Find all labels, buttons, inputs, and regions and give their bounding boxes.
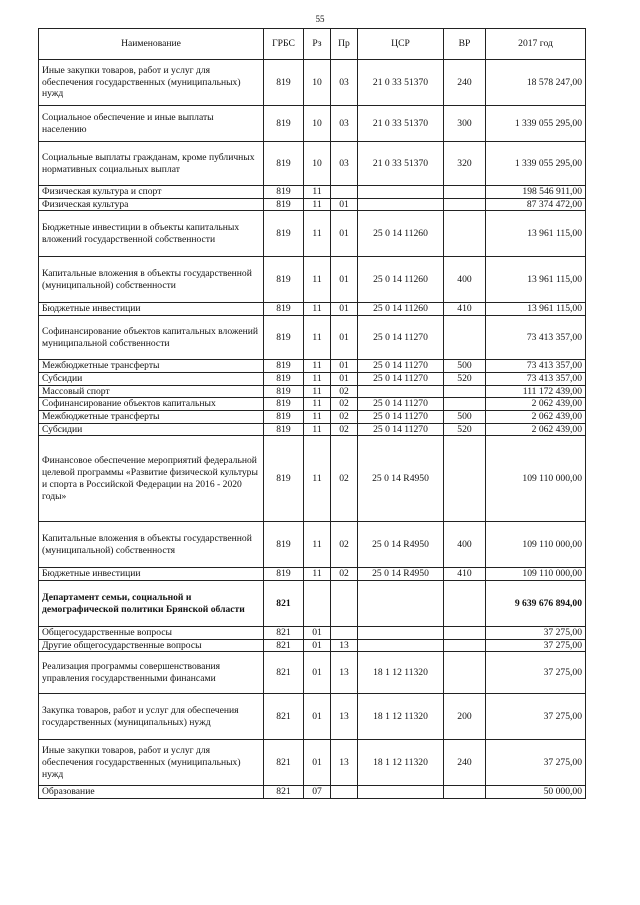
cell-rz: 11 — [304, 360, 331, 373]
table-row — [39, 211, 586, 257]
cell-csr: 25 0 14 11260 — [358, 303, 444, 316]
cell-amount: 9 639 676 894,00 — [486, 581, 586, 627]
table-row — [39, 316, 586, 360]
cell-name: Департамент семьи, социальной и демографической политики Брянской области — [39, 581, 264, 627]
cell-csr: 25 0 14 11270 — [358, 398, 444, 411]
cell-name: Финансовое обеспечение мероприятий федеральной целевой программы «Развитие физической культуры и спорта в Российской Федерации на 2016 - 2020 годы» — [39, 436, 264, 522]
cell-vr — [444, 316, 486, 360]
cell-pr: 03 — [331, 60, 358, 106]
cell-pr: 02 — [331, 436, 358, 522]
table-row — [39, 257, 586, 303]
cell-rz: 01 — [304, 627, 331, 640]
cell-name: Массовый спорт — [39, 385, 264, 398]
cell-rz: 10 — [304, 60, 331, 106]
cell-amount: 111 172 439,00 — [486, 385, 586, 398]
cell-vr — [444, 385, 486, 398]
cell-vr — [444, 186, 486, 199]
cell-vr: 500 — [444, 360, 486, 373]
cell-csr: 25 0 14 R4950 — [358, 522, 444, 568]
cell-csr: 21 0 33 51370 — [358, 106, 444, 142]
cell-rz: 11 — [304, 568, 331, 581]
table-row — [39, 106, 586, 142]
cell-grbs: 821 — [264, 740, 304, 786]
cell-amount: 37 275,00 — [486, 694, 586, 740]
cell-pr: 13 — [331, 652, 358, 694]
cell-rz: 11 — [304, 398, 331, 411]
table-row — [39, 740, 586, 786]
cell-vr — [444, 436, 486, 522]
cell-pr: 01 — [331, 198, 358, 211]
cell-csr: 25 0 14 R4950 — [358, 436, 444, 522]
cell-grbs: 819 — [264, 211, 304, 257]
table-row — [39, 385, 586, 398]
cell-pr: 03 — [331, 106, 358, 142]
cell-name: Социальное обеспечение и иные выплаты населению — [39, 106, 264, 142]
cell-grbs: 821 — [264, 652, 304, 694]
table-row — [39, 423, 586, 436]
cell-pr: 02 — [331, 568, 358, 581]
cell-amount: 13 961 115,00 — [486, 211, 586, 257]
cell-amount: 198 546 911,00 — [486, 186, 586, 199]
cell-amount: 18 578 247,00 — [486, 60, 586, 106]
cell-amount: 2 062 439,00 — [486, 423, 586, 436]
cell-pr: 02 — [331, 385, 358, 398]
cell-pr: 02 — [331, 522, 358, 568]
cell-rz: 11 — [304, 423, 331, 436]
cell-vr: 520 — [444, 423, 486, 436]
cell-name: Социальные выплаты гражданам, кроме публичных нормативных социальных выплат — [39, 142, 264, 186]
cell-pr: 01 — [331, 360, 358, 373]
cell-csr: 25 0 14 R4950 — [358, 568, 444, 581]
table-row — [39, 581, 586, 627]
cell-rz: 11 — [304, 316, 331, 360]
cell-rz: 01 — [304, 652, 331, 694]
table-row — [39, 60, 586, 106]
cell-csr: 25 0 14 11270 — [358, 410, 444, 423]
cell-amount: 1 339 055 295,00 — [486, 106, 586, 142]
cell-grbs: 819 — [264, 186, 304, 199]
cell-csr: 25 0 14 11260 — [358, 211, 444, 257]
cell-vr: 300 — [444, 106, 486, 142]
cell-grbs: 821 — [264, 581, 304, 627]
table-row — [39, 639, 586, 652]
cell-grbs: 819 — [264, 522, 304, 568]
cell-grbs: 819 — [264, 360, 304, 373]
cell-name: Физическая культура — [39, 198, 264, 211]
cell-vr — [444, 639, 486, 652]
cell-vr — [444, 652, 486, 694]
cell-grbs: 821 — [264, 627, 304, 640]
cell-vr — [444, 198, 486, 211]
cell-amount: 73 413 357,00 — [486, 372, 586, 385]
cell-rz: 11 — [304, 372, 331, 385]
cell-vr: 200 — [444, 694, 486, 740]
cell-name: Субсидии — [39, 372, 264, 385]
cell-grbs: 821 — [264, 786, 304, 799]
cell-grbs: 821 — [264, 694, 304, 740]
cell-rz: 11 — [304, 257, 331, 303]
cell-csr: 25 0 14 11270 — [358, 316, 444, 360]
cell-csr: 18 1 12 11320 — [358, 694, 444, 740]
cell-grbs: 819 — [264, 303, 304, 316]
cell-pr: 13 — [331, 694, 358, 740]
budget-table — [38, 28, 586, 799]
cell-rz: 11 — [304, 198, 331, 211]
cell-pr: 01 — [331, 372, 358, 385]
table-row — [39, 694, 586, 740]
cell-csr — [358, 581, 444, 627]
cell-vr — [444, 398, 486, 411]
cell-amount: 37 275,00 — [486, 740, 586, 786]
cell-rz: 01 — [304, 639, 331, 652]
cell-name: Софинансирование объектов капитальных — [39, 398, 264, 411]
table-row — [39, 142, 586, 186]
cell-rz: 10 — [304, 142, 331, 186]
table-row — [39, 372, 586, 385]
cell-amount: 13 961 115,00 — [486, 303, 586, 316]
cell-pr — [331, 186, 358, 199]
cell-pr: 02 — [331, 423, 358, 436]
cell-pr: 01 — [331, 316, 358, 360]
cell-grbs: 819 — [264, 385, 304, 398]
cell-vr: 240 — [444, 740, 486, 786]
cell-name: Капитальные вложения в объекты государственной (муниципальной) собственности — [39, 257, 264, 303]
cell-name: Капитальные вложения в объекты государственной (муниципальной) собственностя — [39, 522, 264, 568]
cell-csr: 25 0 14 11270 — [358, 360, 444, 373]
cell-name: Иные закупки товаров, работ и услуг для обеспечения государственных (муниципальных) нужд — [39, 60, 264, 106]
cell-csr — [358, 385, 444, 398]
cell-vr: 320 — [444, 142, 486, 186]
header-row — [39, 29, 586, 60]
cell-amount: 13 961 115,00 — [486, 257, 586, 303]
table-row — [39, 568, 586, 581]
cell-amount: 37 275,00 — [486, 652, 586, 694]
cell-csr — [358, 786, 444, 799]
cell-csr: 18 1 12 11320 — [358, 652, 444, 694]
cell-name: Бюджетные инвестиции в объекты капитальных вложений государственной собственности — [39, 211, 264, 257]
cell-vr — [444, 786, 486, 799]
cell-pr — [331, 581, 358, 627]
cell-pr: 02 — [331, 410, 358, 423]
cell-pr: 02 — [331, 398, 358, 411]
col-header-grbs: ГРБС — [264, 29, 304, 60]
cell-name: Субсидии — [39, 423, 264, 436]
table-row — [39, 786, 586, 799]
table-row — [39, 627, 586, 640]
cell-vr: 240 — [444, 60, 486, 106]
cell-csr: 21 0 33 51370 — [358, 142, 444, 186]
col-header-name: Наименование — [39, 29, 264, 60]
cell-csr — [358, 186, 444, 199]
cell-amount: 50 000,00 — [486, 786, 586, 799]
cell-csr: 25 0 14 11270 — [358, 423, 444, 436]
cell-pr — [331, 627, 358, 640]
cell-amount: 37 275,00 — [486, 639, 586, 652]
cell-amount: 37 275,00 — [486, 627, 586, 640]
cell-rz: 11 — [304, 303, 331, 316]
table-row — [39, 436, 586, 522]
cell-grbs: 819 — [264, 568, 304, 581]
cell-csr — [358, 198, 444, 211]
cell-name: Межбюджетные трансферты — [39, 410, 264, 423]
cell-grbs: 819 — [264, 410, 304, 423]
cell-vr — [444, 627, 486, 640]
cell-rz: 11 — [304, 410, 331, 423]
cell-rz: 11 — [304, 522, 331, 568]
table-row — [39, 303, 586, 316]
cell-vr: 400 — [444, 257, 486, 303]
cell-amount: 109 110 000,00 — [486, 436, 586, 522]
cell-grbs: 819 — [264, 436, 304, 522]
cell-vr: 400 — [444, 522, 486, 568]
cell-amount: 2 062 439,00 — [486, 410, 586, 423]
cell-vr: 410 — [444, 568, 486, 581]
cell-name: Софинансирование объектов капитальных вложений муниципальной собственности — [39, 316, 264, 360]
cell-grbs: 821 — [264, 639, 304, 652]
cell-pr: 13 — [331, 740, 358, 786]
cell-pr: 01 — [331, 303, 358, 316]
cell-name: Другие общегосударственные вопросы — [39, 639, 264, 652]
cell-rz: 10 — [304, 106, 331, 142]
cell-rz: 01 — [304, 740, 331, 786]
cell-grbs: 819 — [264, 372, 304, 385]
cell-vr — [444, 581, 486, 627]
cell-amount: 109 110 000,00 — [486, 568, 586, 581]
cell-vr: 410 — [444, 303, 486, 316]
table-row — [39, 652, 586, 694]
cell-name: Общегосударственные вопросы — [39, 627, 264, 640]
cell-name: Закупка товаров, работ и услуг для обеспечения государственных (муниципальных) нужд — [39, 694, 264, 740]
cell-rz: 11 — [304, 186, 331, 199]
cell-grbs: 819 — [264, 257, 304, 303]
cell-pr: 03 — [331, 142, 358, 186]
table-row — [39, 360, 586, 373]
cell-vr: 520 — [444, 372, 486, 385]
cell-amount: 1 339 055 295,00 — [486, 142, 586, 186]
cell-name: Физическая культура и спорт — [39, 186, 264, 199]
cell-name: Межбюджетные трансферты — [39, 360, 264, 373]
cell-grbs: 819 — [264, 106, 304, 142]
cell-csr: 21 0 33 51370 — [358, 60, 444, 106]
cell-csr: 25 0 14 11260 — [358, 257, 444, 303]
cell-vr — [444, 211, 486, 257]
cell-csr — [358, 627, 444, 640]
cell-rz: 11 — [304, 211, 331, 257]
cell-grbs: 819 — [264, 60, 304, 106]
cell-grbs: 819 — [264, 398, 304, 411]
cell-csr: 18 1 12 11320 — [358, 740, 444, 786]
cell-amount: 87 374 472,00 — [486, 198, 586, 211]
cell-amount: 109 110 000,00 — [486, 522, 586, 568]
table-row — [39, 186, 586, 199]
cell-pr: 13 — [331, 639, 358, 652]
cell-pr: 01 — [331, 257, 358, 303]
cell-amount: 2 062 439,00 — [486, 398, 586, 411]
cell-grbs: 819 — [264, 142, 304, 186]
col-header-csr: ЦСР — [358, 29, 444, 60]
cell-name: Иные закупки товаров, работ и услуг для обеспечения государственных (муниципальных) нужд — [39, 740, 264, 786]
col-header-year: 2017 год — [486, 29, 586, 60]
table-row — [39, 410, 586, 423]
cell-rz: 11 — [304, 385, 331, 398]
col-header-rz: Рз — [304, 29, 331, 60]
col-header-pr: Пр — [331, 29, 358, 60]
cell-grbs: 819 — [264, 316, 304, 360]
cell-rz: 11 — [304, 436, 331, 522]
cell-csr: 25 0 14 11270 — [358, 372, 444, 385]
cell-pr — [331, 786, 358, 799]
cell-grbs: 819 — [264, 423, 304, 436]
table-row — [39, 198, 586, 211]
cell-name: Бюджетные инвестиции — [39, 303, 264, 316]
cell-name: Образование — [39, 786, 264, 799]
cell-amount: 73 413 357,00 — [486, 360, 586, 373]
cell-csr — [358, 639, 444, 652]
cell-rz — [304, 581, 331, 627]
col-header-vr: ВР — [444, 29, 486, 60]
cell-pr: 01 — [331, 211, 358, 257]
cell-vr: 500 — [444, 410, 486, 423]
table-row — [39, 398, 586, 411]
cell-name: Бюджетные инвестиции — [39, 568, 264, 581]
cell-grbs: 819 — [264, 198, 304, 211]
page-number: 55 — [315, 14, 325, 24]
cell-rz: 01 — [304, 694, 331, 740]
cell-rz: 07 — [304, 786, 331, 799]
cell-name: Реализация программы совершенствования управления государственными финансами — [39, 652, 264, 694]
cell-amount: 73 413 357,00 — [486, 316, 586, 360]
table-row — [39, 522, 586, 568]
